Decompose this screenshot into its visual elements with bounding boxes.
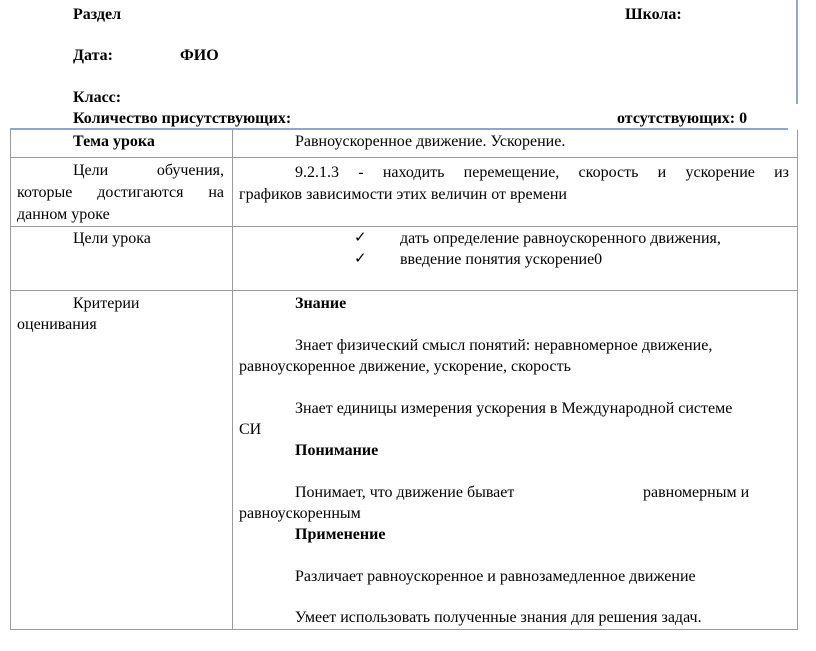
application-criterion-2: Умеет использовать полученные знания для решения задач. bbox=[295, 609, 702, 626]
knowledge-heading: Знание bbox=[295, 295, 347, 312]
goal-item-1: дать определение равноускоренного движения, bbox=[400, 230, 721, 247]
present-count-label: Количество присутствующих: bbox=[73, 110, 292, 127]
application-criterion-1: Различает равноускоренное и равнозамедленное движение bbox=[295, 568, 696, 585]
goals-label: Цели урока bbox=[73, 230, 151, 247]
application-heading: Применение bbox=[295, 526, 386, 543]
goal-item-2: введение понятия ускорение0 bbox=[400, 251, 603, 268]
knowledge-criterion-1-line1: Знает физический смысл понятий: неравномерное движение, bbox=[295, 337, 713, 354]
understanding-heading: Понимание bbox=[295, 442, 379, 459]
objectives-label-line2: которые достигаются на bbox=[17, 184, 224, 201]
header-right-border bbox=[796, 0, 798, 104]
objectives-value-line2: графиков зависимости этих величин от времени bbox=[239, 186, 567, 203]
class-label: Класс: bbox=[73, 89, 122, 106]
section-label: Раздел bbox=[73, 6, 122, 23]
objectives-value-line1: 9.2.1.3 - находить перемещение, скорость и ускорение из bbox=[295, 164, 789, 181]
date-label: Дата: bbox=[73, 47, 113, 64]
checkmark-icon: ✓ bbox=[354, 249, 367, 267]
understanding-criterion-line2: равноускоренным bbox=[239, 505, 361, 522]
understanding-criterion-part2: равномерным и bbox=[643, 484, 750, 501]
criteria-label-line2: оценивания bbox=[17, 316, 97, 333]
table-left-border bbox=[10, 130, 11, 630]
objectives-label-line3: данном уроке bbox=[17, 206, 110, 223]
table-right-border bbox=[797, 130, 798, 630]
criteria-label-line1: Критерии bbox=[73, 295, 140, 312]
understanding-criterion-part1: Понимает, что движение бывает bbox=[295, 484, 515, 501]
row-divider-1 bbox=[10, 157, 797, 158]
row-divider-2 bbox=[10, 226, 797, 227]
objectives-label-line1: Цели обучения, bbox=[73, 162, 224, 179]
table-bottom-border bbox=[10, 629, 798, 630]
header-bottom-border bbox=[10, 128, 788, 130]
row-divider-3 bbox=[10, 290, 797, 291]
table-column-divider bbox=[232, 130, 233, 630]
knowledge-criterion-1-line2: равноускоренное движение, ускорение, скорость bbox=[239, 358, 571, 375]
school-label: Школа: bbox=[625, 6, 682, 23]
knowledge-criterion-2-line2: СИ bbox=[239, 421, 262, 438]
absent-count-label: отсутствующих: 0 bbox=[617, 110, 748, 127]
checkmark-icon: ✓ bbox=[354, 228, 367, 246]
topic-label: Тема урока bbox=[73, 133, 155, 150]
topic-value: Равноускоренное движение. Ускорение. bbox=[295, 133, 566, 150]
name-label: ФИО bbox=[180, 47, 219, 64]
knowledge-criterion-2-line1: Знает единицы измерения ускорения в Международной системе bbox=[295, 400, 733, 417]
